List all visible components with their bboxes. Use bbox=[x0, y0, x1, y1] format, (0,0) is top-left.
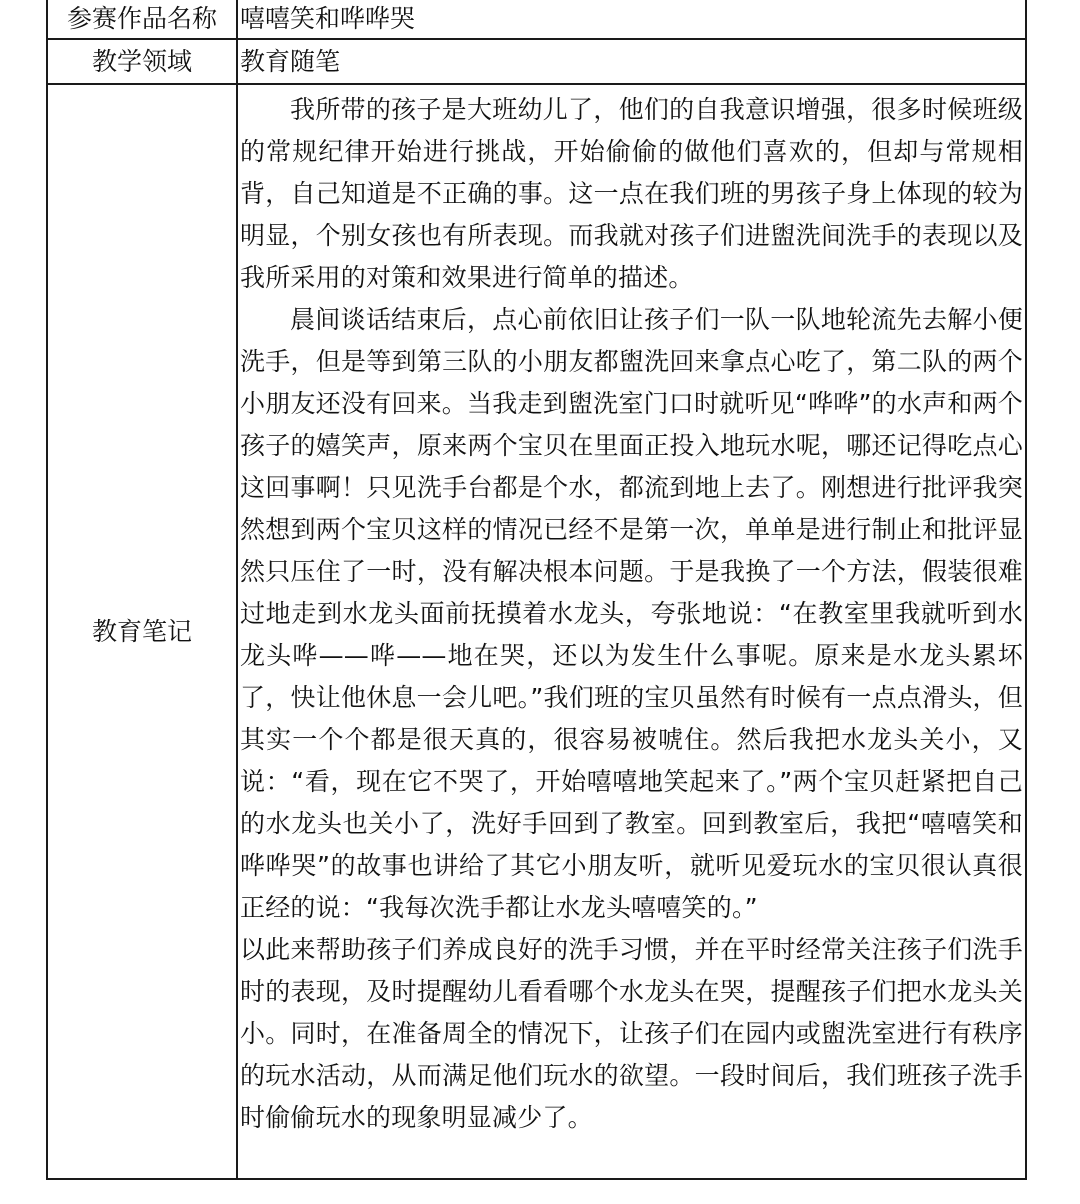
entry-title-label: 参赛作品名称 bbox=[47, 0, 237, 39]
notes-paragraph-1: 我所带的孩子是大班幼儿了，他们的自我意识增强，很多时候班级的常规纪律开始进行挑战，开始偷偷的做他们喜欢的，但却与常规相背，自己知道是不正确的事。这一点在我们班的男孩子身上体现的较为明显，个别女孩也有所表现。而我就对孩子们进盥洗间洗手的表现以及我所采用的对策和效果进行简单的描述。 bbox=[240, 95, 1023, 292]
table-row bbox=[47, 39, 1026, 84]
notes-body bbox=[240, 85, 1023, 1139]
entry-form-table bbox=[46, 0, 1027, 1180]
table-row bbox=[47, 0, 1026, 39]
teaching-domain-value: 教育随笔 bbox=[237, 39, 1026, 84]
notes-paragraph-2: 晨间谈话结束后，点心前依旧让孩子们一队一队地轮流先去解小便洗手，但是等到第三队的小朋友都盥洗回来拿点心吃了，第二队的两个小朋友还没有回来。当我走到盥洗室门口时就听见“哗哗”的水声和两个孩子的嬉笑声，原来两个宝贝在里面正投入地玩水呢，哪还记得吃点心这回事啊！只见洗手台都是个水，都流到地上去了。刚想进行批评我突然想到两个宝贝这样的情况已经不是第一次，单单是进行制止和批评显然只压住了一时，没有解决根本问题。于是我换了一个方法，假装很难过地走到水龙头面前抚摸着水龙头，夸张地说：“在教室里我就听到水龙头哗——哗——地在哭，还以为发生什么事呢。原来是水龙头累坏了，快让他休息一会儿吧。”我们班的宝贝虽然有时候有一点点滑头，但其实一个个都是很天真的，很容易被唬住。然后我把水龙头关小，又说：“看，现在它不哭了，开始嘻嘻地笑起来了。”两个宝贝赶紧把自己的水龙头也关小了，洗好手回到了教室。回到教室后，我把“嘻嘻笑和哗哗哭”的故事也讲给了其它小朋友听，就听见爱玩水的宝贝很认真很正经的说：“我每次洗手都让水龙头嘻嘻笑的。” bbox=[240, 305, 1023, 922]
entry-title-value: 嘻嘻笑和哗哗哭 bbox=[237, 0, 1026, 39]
education-notes-label: 教育笔记 bbox=[47, 84, 237, 1179]
notes-paragraph-3: 以此来帮助孩子们养成良好的洗手习惯，并在平时经常关注孩子们洗手时的表现，及时提醒幼儿看看哪个水龙头在哭，提醒孩子们把水龙头关小。同时，在准备周全的情况下，让孩子们在园内或盥洗室进行有秩序的玩水活动，从而满足他们玩水的欲望。一段时间后，我们班孩子洗手时偷偷玩水的现象明显减少了。 bbox=[240, 935, 1023, 1132]
education-notes-content bbox=[237, 84, 1026, 1179]
teaching-domain-label: 教学领域 bbox=[47, 39, 237, 84]
table-row bbox=[47, 84, 1026, 1179]
